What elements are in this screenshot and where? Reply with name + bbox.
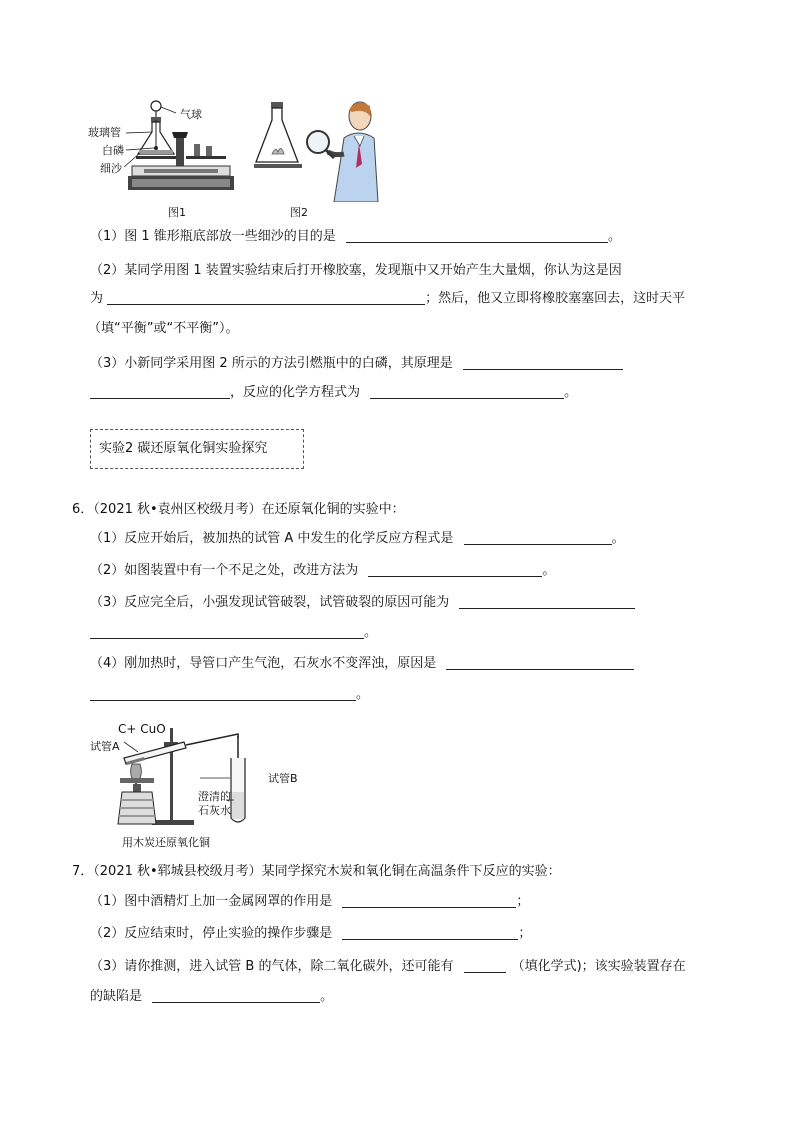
figure-2 — [248, 98, 380, 220]
q5-part3-principle-blank-cont[interactable] — [90, 384, 230, 399]
label-white-phosphorus: 白磷 — [102, 144, 124, 157]
q5-part3-line2: ，反应的化学方程式为 。 — [90, 384, 577, 402]
label-limewater-1: 澄清的 — [198, 790, 231, 803]
q5-part2-line3: （填“平衡”或“不平衡”）。 — [88, 321, 239, 336]
magnifier-ignition-diagram — [248, 98, 380, 202]
section-2-title: 实验2 碳还原氧化铜实验探究 — [99, 441, 268, 456]
q6-part3: （3）反应完全后，小强发现试管破裂，试管破裂的原因可能为 — [90, 594, 635, 612]
q6-part1-answer-blank[interactable] — [464, 530, 612, 545]
q5-part2-line1: （2）某同学用图 1 装置实验结束后打开橡胶塞，发现瓶中又开始产生大量烟，你认为这是因 — [90, 263, 622, 278]
figure-2-caption: 图2 — [290, 206, 308, 219]
q5-part3-equation-blank[interactable] — [370, 384, 564, 399]
q5-part2-answer-blank[interactable] — [107, 290, 425, 305]
q7-part2-answer-blank[interactable] — [342, 925, 518, 940]
q5-part3-line1: （3）小新同学采用图 2 所示的方法引燃瓶中的白磷，其原理是 — [90, 355, 623, 373]
q6-part3-answer-blank[interactable] — [459, 594, 635, 609]
section-2-title-box — [90, 429, 304, 469]
q7-part3: （3）请你推测，进入试管 B 的气体，除二氧化碳外，还可能有 （填化学式)；该实验装置存在 — [90, 959, 686, 974]
label-fine-sand: 细沙 — [100, 162, 122, 175]
q6-part4-answer-blank[interactable] — [446, 655, 634, 670]
label-glass-tube: 玻璃管 — [88, 126, 121, 139]
q5-part1-answer-blank[interactable] — [346, 228, 608, 243]
q7-part2: （2）反应结束时，停止实验的操作步骤是 ； — [90, 926, 532, 941]
q6-part4-answer-blank-cont[interactable] — [90, 686, 356, 701]
q6-part2: （2）如图装置中有一个不足之处，改进方法为 。 — [90, 563, 556, 578]
label-reactants: C+ CuO — [118, 722, 166, 736]
q6-part3-line2: 。 — [90, 624, 377, 642]
label-tube-b: 试管B — [268, 772, 298, 785]
figure-1-caption: 图1 — [168, 206, 186, 219]
q6-part1: （1）反应开始后，被加热的试管 A 中发生的化学反应方程式是 。 — [90, 531, 625, 546]
q6-part3-answer-blank-cont[interactable] — [90, 624, 364, 639]
q5-part2-line2: 为 ；然后，他又立即将橡胶塞塞回去，这时天平 — [90, 291, 686, 306]
q6-header: 6．（2021 秋•袁州区校级月考）在还原氧化铜的实验中： — [72, 502, 405, 517]
q7-part1: （1）图中酒精灯上加一金属网罩的作用是 ； — [90, 894, 530, 909]
q6-part4: （4）刚加热时，导管口产生气泡，石灰水不变浑浊，原因是 — [90, 655, 634, 673]
label-balloon: 气球 — [180, 108, 202, 121]
q7-part3-defect-blank[interactable] — [152, 988, 320, 1003]
label-tube-a: 试管A — [90, 740, 120, 753]
q6-part2-answer-blank[interactable] — [368, 562, 542, 577]
figure-1 — [88, 98, 238, 220]
q7-part3-gas-blank[interactable] — [464, 958, 506, 973]
q7-part3-line2: 的缺陷是 。 — [90, 989, 334, 1004]
carbon-reduction-apparatus-diagram — [88, 718, 268, 828]
figure-3-caption: 用木炭还原氧化铜 — [122, 836, 210, 849]
q7-header: 7．（2021 秋•郓城县校级月考）某同学探究木炭和氧化铜在高温条件下反应的实验： — [72, 864, 561, 879]
figure-3 — [88, 718, 298, 849]
q5-part1: （1）图 1 锥形瓶底部放一些细沙的目的是 。 — [90, 229, 621, 244]
q5-part3-principle-blank[interactable] — [463, 355, 623, 370]
label-limewater-2: 石灰水 — [198, 804, 231, 817]
q6-part4-line2: 。 — [90, 686, 369, 704]
q7-part1-answer-blank[interactable] — [342, 893, 516, 908]
